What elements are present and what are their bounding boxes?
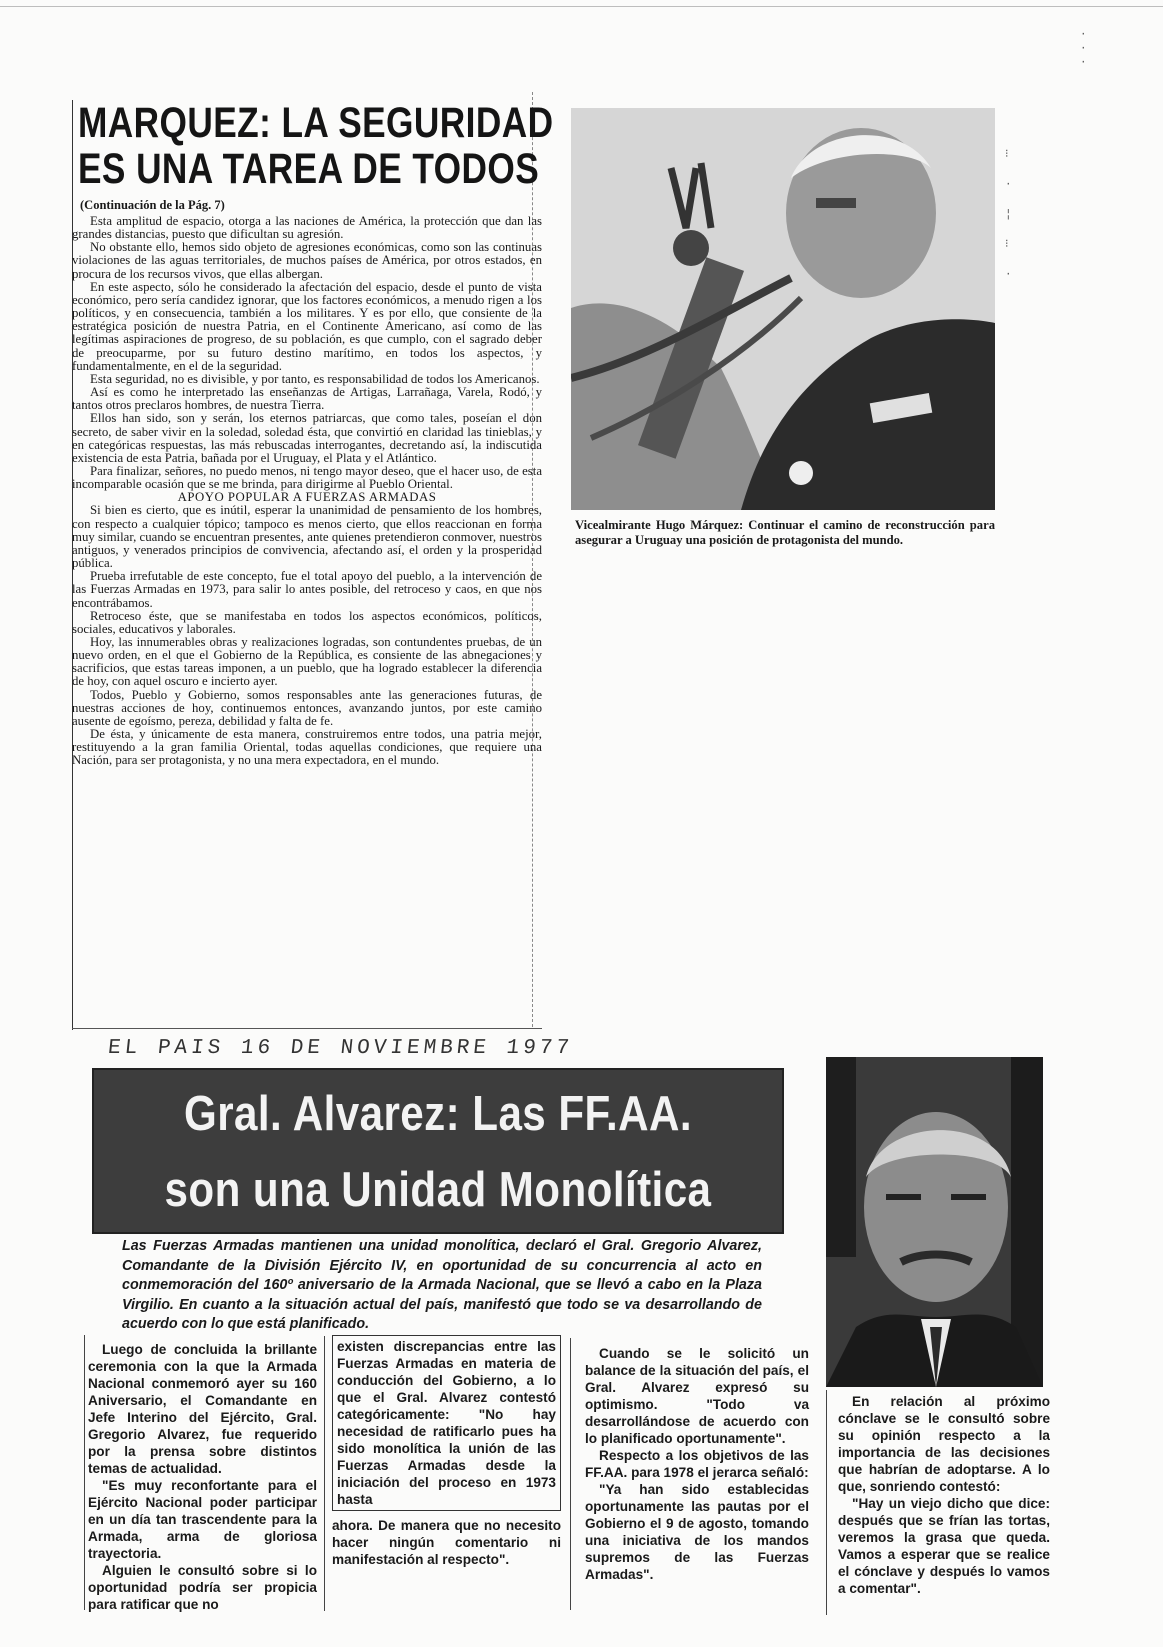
paragraph: Para finalizar, señores, no puedo menos, ni tengo mayor deseo, que el hacer uso, de esta incomparable ocasión que se me brinda, para dirigirme al Pueblo Oriental. xyxy=(72,463,542,492)
headline-line-2: ES UNA TAREA DE TODOS xyxy=(78,145,540,193)
photo-alvarez-portrait xyxy=(826,1057,1043,1387)
paragraph: Retroceso éste, que se manifestaba en todos los aspectos económicos, políticos, sociales, educativos y laborales. xyxy=(72,608,542,636)
boxed-quote xyxy=(332,1335,561,1511)
paragraph: Ellos han sido, son y serán, los eternos patriarcas, que como tales, poseían el don secreto, de saber vivir en la soledad, soledad ésta, que convirtió en claridad las tinieblas, y en categóricas respuestas, las más rebuscadas interrogantes, decretando así, la indiscutida existencia de esta Patria, bañada por el Uruguay, el Plata y el Atlántico. xyxy=(72,411,542,465)
paragraph: existen discrepancias entre las Fuerzas Armadas en materia de conducción del Gobierno, a lo que el Gral. Alvarez contestó categóricamente: "No hay necesidad de ratificarlo pues ha sido monolítica la unión de las Fuerzas Armadas desde la iniciación del proceso en 1973 hasta xyxy=(337,1339,556,1507)
photo1-caption: Vicealmirante Hugo Márquez: Continuar el camino de reconstrucción para asegurar a Uruguay una posición de protagonista del mundo. xyxy=(575,518,995,547)
article1-headline xyxy=(78,99,554,193)
article1-body xyxy=(72,215,542,768)
paragraph: Así es como he interpretado las enseñanzas de Artigas, Larrañaga, Varela, Rodó, y tantos otros preclaros hombres, de nuestra Tierra. xyxy=(72,385,542,413)
photo-marquez-illustration xyxy=(571,108,995,510)
paragraph: Luego de concluida la brillante ceremonia con la que la Armada Nacional conmemoró ayer su 160 Aniversario, el Comandante en Jefe Interino del Ejército, Gral. Gregorio Alvarez, fue requerido por la prensa sobre distintos temas de actualidad. xyxy=(88,1342,317,1476)
photo-marquez-speaking xyxy=(571,108,995,510)
paragraph: No obstante ello, hemos sido objeto de agresiones económicas, como son las continuas violaciones de las aguas territoriales, de muchos países de América, por otros estados, en procura de los recursos vivos, que ellas albergan. xyxy=(72,240,542,281)
subheading: APOYO POPULAR A FUERZAS ARMADAS xyxy=(177,490,437,505)
paragraph: Cuando se le solicitó un balance de la situación del país, el Gral. Alvarez expresó su optimismo. "Todo va desarrollándose de acuerdo con lo planificado oportunamente". xyxy=(585,1346,809,1446)
headline-line-1: MARQUEZ: LA SEGURIDAD xyxy=(78,99,554,147)
article2-lead: Las Fuerzas Armadas mantienen una unidad monolítica, declaró el Gral. Gregorio Alvarez, Comandante de la División Ejército IV, en oportunidad de su concurrencia al acto en conmemoración del 160º aniversario de la Armada Nacional, que se llevó a cabo en la Plaza Virgilio. En cuanto a la situación actual del país, manifestó que todo se va desarrollando de acuerdo con lo que está planificado. xyxy=(122,1238,762,1332)
column-rule xyxy=(324,1336,325,1611)
paragraph: Alguien le consultó sobre si lo oportunidad podría ser propicia para ratificar que no xyxy=(88,1563,317,1612)
page-top-rule xyxy=(0,6,1163,7)
title-line-2: son una Unidad Monolítica xyxy=(164,1163,712,1217)
article2-title-banner xyxy=(92,1068,784,1234)
article2-column-4 xyxy=(838,1393,1050,1597)
paragraph: "Es muy reconfortante para el Ejército Nacional poder participar en un día tan trascendente para la Armada, arma de gloriosa trayectoria. xyxy=(88,1478,317,1561)
handwritten-source-note: EL PAIS 16 DE NOVIEMBRE 1977 xyxy=(106,1037,575,1060)
article2-column-3 xyxy=(585,1345,809,1583)
paragraph: ahora. De manera que no necesito hacer ningún comentario ni manifestación al respecto". xyxy=(332,1518,561,1567)
paragraph: Respecto a los objetivos de las FF.AA. para 1978 el jerarca señaló: xyxy=(585,1448,809,1480)
column-rule xyxy=(84,1335,85,1610)
paragraph: En relación al próximo cónclave se le consultó sobre su opinión respecto a la importancia de las decisiones que habrían de adoptarse. A lo que, sonriendo contestó: xyxy=(838,1394,1050,1494)
paragraph: De ésta, y únicamente de esta manera, construiremos entre todos, una patria mejor, restituyendo a la gran familia Oriental, todas aquellas condiciones, que requiere una Nación, para ser protagonista, y no una mera expectadora, en el mundo. xyxy=(72,727,542,768)
paragraph: "Hay un viejo dicho que dice: después que se frían las tortas, veremos la grasa que queda. Vamos a esperar que se realice el cónclave y después lo vamos a comentar". xyxy=(838,1496,1050,1596)
corner-marks: · · · xyxy=(1080,29,1087,69)
paragraph: Esta amplitud de espacio, otorga a las naciones de América, la protección que dan las grandes distancias, puesto que dificultan su agresión. xyxy=(72,214,542,242)
continuation-note: (Continuación de la Pág. 7) xyxy=(80,198,225,212)
paragraph: En este aspecto, sólo he considerado la afectación del espacio, desde el punto de vista económico, pero sería candidez ignorar, que los factores económicos, a menudo rigen a los políticos, y en consecuencia, también a los militares. Y es por ello, que consiente de la estratégica posición de nuestra Patria, en el Continente Americano, así como de las legítimas aspiraciones de progreso, de su población, es que cumplo, con el sagrado deber de preocuparme, por su futuro destino marítimo, en todos los aspectos, y fundamentalmente, en el de la seguridad. xyxy=(72,279,542,373)
paragraph: Esta seguridad, no es divisible, y por tanto, es responsabilidad de todos los Americanos. xyxy=(90,371,540,386)
title-line-1: Gral. Alvarez: Las FF.AA. xyxy=(183,1087,692,1141)
column-rule xyxy=(826,1390,827,1615)
article2-column-1 xyxy=(88,1341,317,1613)
paragraph: Todos, Pueblo y Gobierno, somos responsables ante las generaciones futuras, de nuestras acciones de hoy, continuemos entonces, avanzando juntos, por este camino ausente de egoísmo, pereza, debilidad y falta de fe. xyxy=(72,687,542,728)
paragraph: Hoy, las innumerables obras y realizaciones logradas, son contundentes pruebas, de un nuevo orden, en el que el Gobierno de la República, es consiente de las abnegaciones y sacrificios, que estas tareas imponen, a un pueblo, que ha logrado establecer la diferencia de hoy, con aquel oscuro e incierto ayer. xyxy=(72,635,542,689)
article2-column-2 xyxy=(332,1335,561,1568)
paragraph: "Ya han sido establecidas oportunamente las pautas por el Gobierno el 9 de agosto, tomando una iniciativa de los mandos supremos de las Fuerzas Armadas". xyxy=(585,1482,809,1582)
paragraph: Prueba irrefutable de este concepto, fue el total apoyo del pueblo, a la intervención de las Fuerzas Armadas en 1973, para salir lo antes posible, del retroceso y caos, en que nos encontrábamos. xyxy=(72,569,542,610)
margin-marks: ⁝ · ¦ ⁝ · xyxy=(1005,149,1012,281)
article-marquez xyxy=(72,99,554,1030)
column-rule xyxy=(570,1338,571,1610)
photo-alvarez-illustration xyxy=(826,1057,1043,1387)
paragraph: Si bien es cierto, que es inútil, esperar la unanimidad de pensamiento de los hombres, con respecto a cualquier tópico; tampoco es menos cierto, que ellos reaccionan en forma muy similar, cuando se encuentran presentes, ante quienes pretendieron conmover, nuestros antiguos, y venerados principios de convivencia, afectando así, el orden y la prosperidad pública. xyxy=(72,503,542,571)
